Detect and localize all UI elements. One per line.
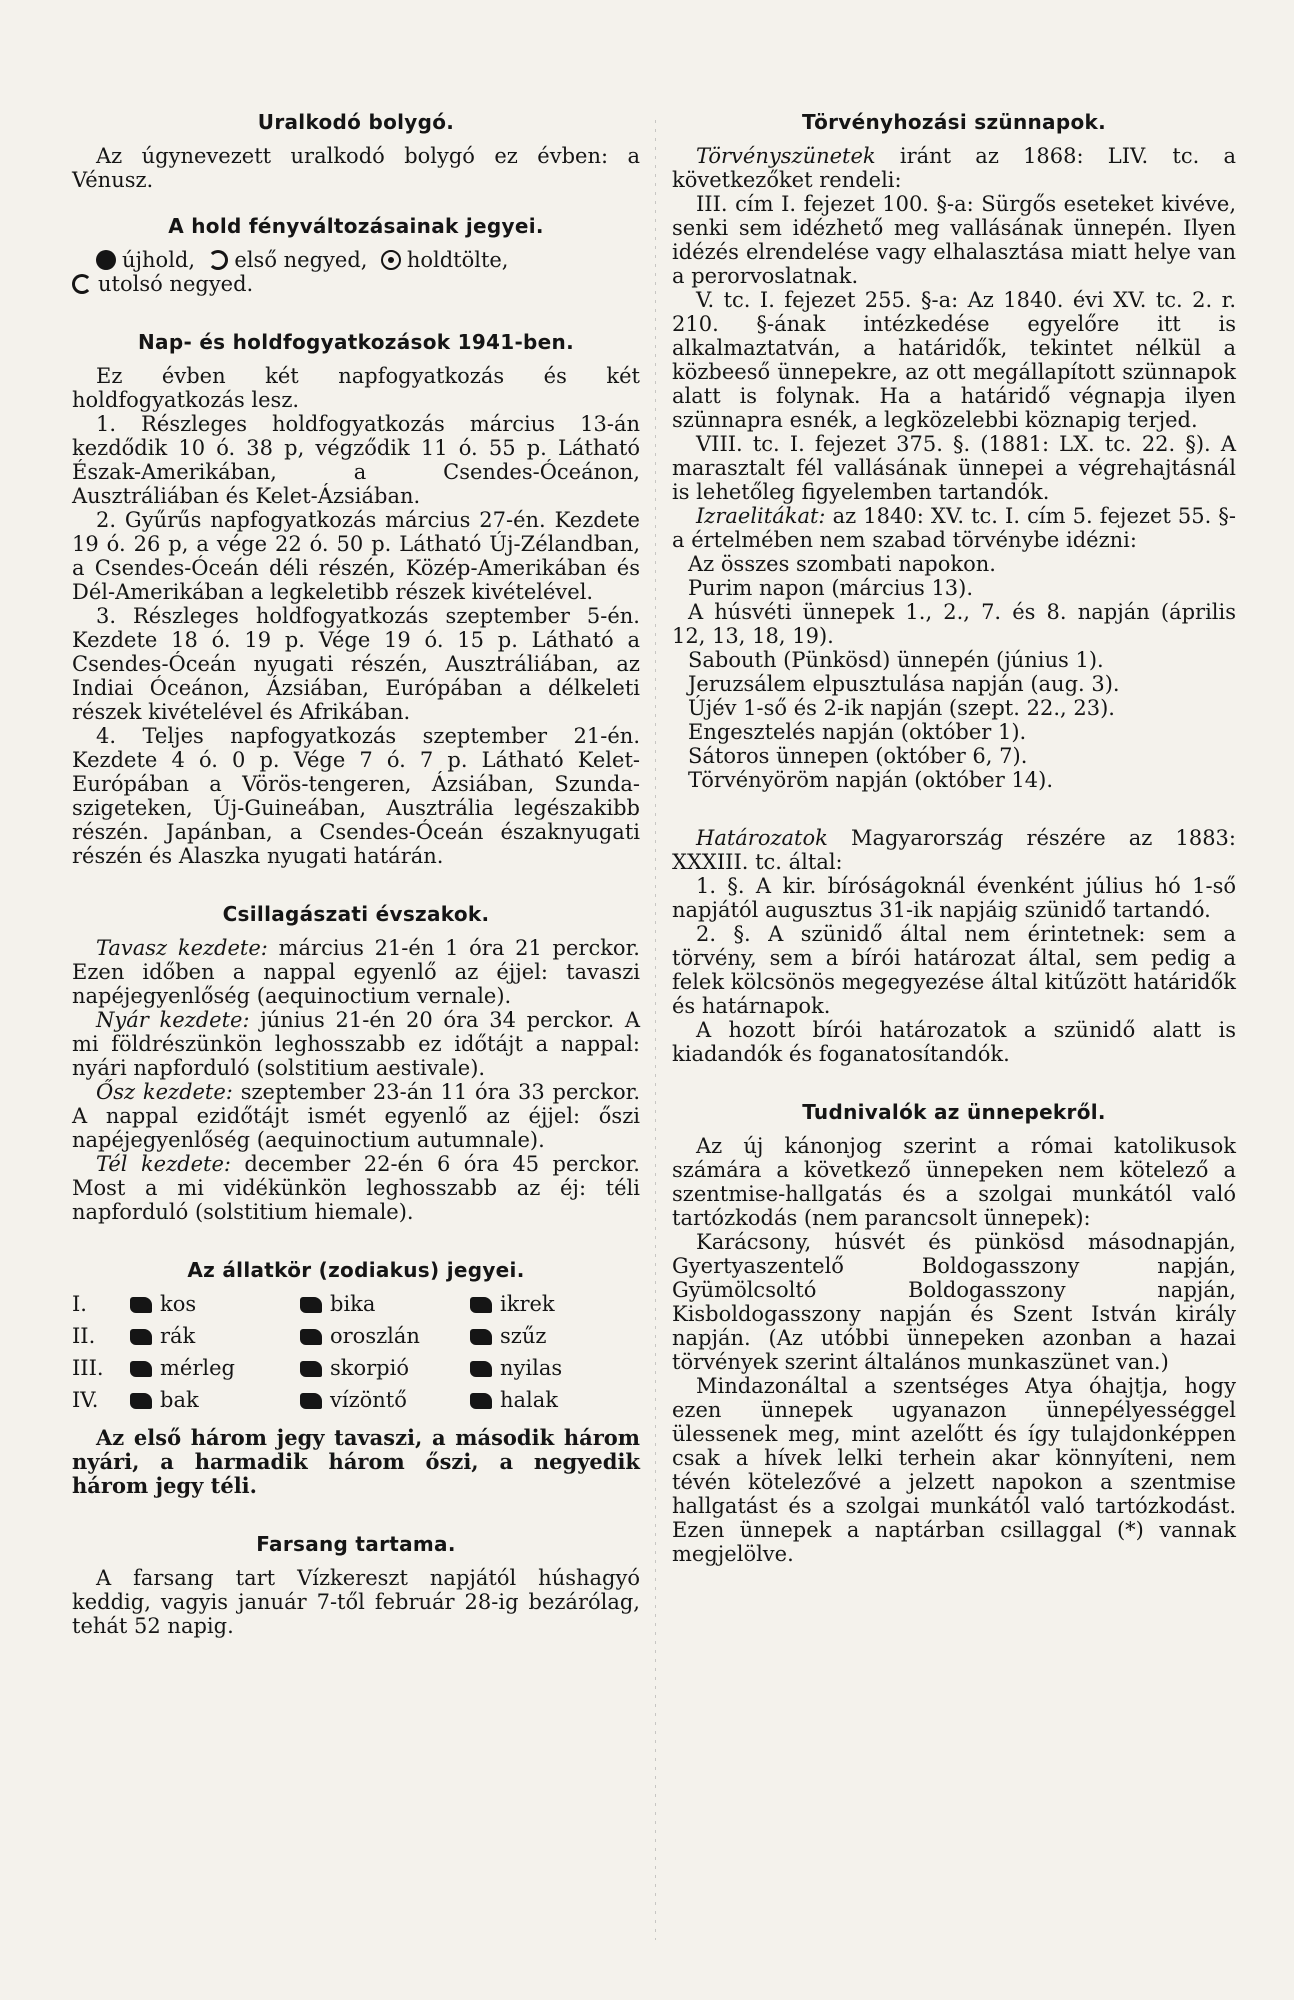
- sign-label: oroszlán: [330, 1324, 420, 1348]
- paragraph: A hozott bírói határozatok a szünidő alatt is kiadandók és foganatosítandók.: [672, 1018, 1236, 1066]
- seasons-section: [72, 902, 640, 1224]
- paragraph: V. tc. I. fejezet 255. §-a: Az 1840. évi XV. tc. 2. r. 210. §-ának intézkedése egyelőre itt is alkalmaztatván, a határidők, tekintet nélkül a közbeeső ünnepekre, az ott megállapított szünnapok alatt is folynak. Ha a határidő végnapja ilyen szünnapra esnék, a legközelebbi köznapig terjed.: [672, 288, 1236, 432]
- virgin-icon: [470, 1329, 492, 1345]
- paragraph: Karácsony, húsvét és pünkösd másodnapján, Gyertyaszentelő Boldogasszony napján, Gyümölcsoltó Boldogasszony napján, Kisboldogasszony napján és Szent István király napján. (Az utóbbi ünnepeken azonban a hazai törvények szerint általános munkaszünet van.): [672, 1230, 1236, 1374]
- paragraph: Ez évben két napfogyatkozás és két holdfogyatkozás lesz.: [72, 364, 640, 412]
- section-title: Csillagászati évszakok.: [222, 902, 490, 926]
- paragraph: Mindazonáltal a szentséges Atya óhajtja, hogy ezen ünnepek ugyanazon ünnepélyességgel ülessenek meg, mint azelőtt és így tulajdonképpen csak a hívek lelki terhein akar könnyíteni, nem tévén kötelezővé a jelzett napokon a szentmise hallgatást és a szolgai munkától való tartózkodást. Ezen ünnepek a naptárban csillaggal (*) vannak megjelölve.: [672, 1374, 1236, 1566]
- list-item: A húsvéti ünnepek 1., 2., 7. és 8. napján (április 12, 13, 18, 19).: [672, 600, 1236, 648]
- paragraph: Az első három jegy tavaszi, a második három nyári, a harmadik három őszi, a negyedik három jegy téli.: [72, 1425, 640, 1498]
- last-quarter-icon: [72, 274, 92, 294]
- paragraph: A farsang tart Vízkereszt napjától húshagyó keddig, vagyis január 7-től február 28-ig bezárólag, tehát 52 napig.: [72, 1566, 640, 1638]
- zodiac-sign: [300, 1324, 470, 1348]
- list-item: Sabouth (Pünkösd) ünnepén (június 1).: [688, 648, 1104, 672]
- paragraph: 2. Gyűrűs napfogyatkozás március 27-én. Kezdete 19 ó. 26 p, a vége 22 ó. 50 p. Látható Új-Zélandban, a Csendes-Óceán déli részén, Közép-Amerikában és Dél-Amerikában a legkeletibb részek kivételével.: [72, 508, 640, 604]
- zodiac-sign: [470, 1292, 640, 1316]
- section-title: Nap- és holdfogyatkozások 1941-ben.: [138, 330, 574, 354]
- section-title: Törvényhozási szünnapok.: [802, 110, 1106, 134]
- season-text: december 22-én 6 óra 45 perckor. Most a mi vidékünkön leghosszabb az éj: téli napforduló (solstitium hiemale).: [72, 1152, 640, 1224]
- moon-phases-line: [72, 248, 640, 272]
- list-item: Sátoros ünnepen (október 6, 7).: [688, 744, 1028, 768]
- sign-label: szűz: [500, 1324, 547, 1348]
- row-number: II.: [72, 1324, 96, 1348]
- archer-icon: [470, 1361, 492, 1377]
- bull-icon: [300, 1297, 322, 1313]
- sign-label: nyilas: [500, 1356, 563, 1380]
- phase-label: utolsó negyed.: [98, 272, 254, 296]
- zodiac-sign: [300, 1388, 470, 1412]
- phase-label: holdtölte,: [406, 248, 509, 272]
- eclipses-section: [72, 330, 640, 868]
- left-column: [72, 110, 640, 1672]
- paragraph-text: az 1840: XV. tc. I. cím 5. fejezet 55. §-a értelmében nem szabad törvénybe idézni:: [672, 504, 1236, 552]
- sign-label: bika: [330, 1292, 376, 1316]
- zodiac-table: [72, 1292, 640, 1412]
- season-label: Nyár kezdete:: [96, 1008, 250, 1032]
- ruling-planet-section: [72, 110, 640, 192]
- lion-icon: [300, 1329, 322, 1345]
- zodiac-section: [72, 1258, 640, 1498]
- paragraph: Az új kánonjog szerint a római katolikusok számára a következő ünnepeken nem kötelező a szentmise-hallgatás és a szolgai munkától való tartózkodás (nem parancsolt ünnepek):: [672, 1134, 1236, 1230]
- list-item: Purim napon (március 13).: [688, 576, 974, 600]
- holiday-notes-section: [672, 1100, 1236, 1566]
- section-title: Az állatkör (zodiakus) jegyei.: [187, 1258, 525, 1282]
- paragraph: [672, 826, 1236, 874]
- zodiac-sign: [470, 1388, 640, 1412]
- zodiac-sign: [300, 1356, 470, 1380]
- sign-label: mérleg: [160, 1356, 235, 1380]
- row-number: I.: [72, 1292, 87, 1316]
- season-text: szeptember 23-án 11 óra 33 perckor. A nappal ezidőtájt ismét egyenlő az éjjel: őszi napéjegyenlőség (aequinoctium autumnale).: [72, 1080, 640, 1152]
- sign-label: bak: [160, 1388, 199, 1412]
- column-divider: [655, 120, 656, 1940]
- zodiac-sign: [470, 1356, 640, 1380]
- row-number: IV.: [72, 1388, 99, 1412]
- season-text: március 21-én 1 óra 21 perckor. Ezen időben a nappal egyenlő az éjjel: tavaszi napéjegyenlőség (aequinoctium vernale).: [72, 936, 640, 1008]
- full-moon-icon: [381, 250, 401, 270]
- right-column: [672, 110, 1236, 1600]
- paragraph: [672, 144, 1236, 192]
- twins-icon: [470, 1297, 492, 1313]
- phase-label: újhold,: [122, 248, 196, 272]
- season-label: Tél kezdete:: [96, 1152, 231, 1176]
- sign-label: ikrek: [500, 1292, 555, 1316]
- row-number: III.: [72, 1356, 104, 1380]
- moon-phases-line: [72, 272, 640, 296]
- israelite-holiday-list: [672, 552, 1236, 792]
- sign-label: skorpió: [330, 1356, 409, 1380]
- section-title: Uralkodó bolygó.: [257, 110, 455, 134]
- sign-label: halak: [500, 1388, 559, 1412]
- sign-label: rák: [160, 1324, 196, 1348]
- sign-label: vízöntő: [330, 1388, 407, 1412]
- section-title: A hold fényváltozásainak jegyei.: [168, 214, 544, 238]
- emphasis: Izraelitákat:: [696, 504, 826, 528]
- paragraph: [72, 1008, 640, 1080]
- court-resolutions-section: [672, 826, 1236, 1066]
- paragraph: [672, 504, 1236, 552]
- list-item: Engesztelés napján (október 1).: [688, 720, 1027, 744]
- moon-phases-section: [72, 214, 640, 296]
- carnival-section: [72, 1532, 640, 1638]
- section-title: Tudnivalók az ünnepekről.: [802, 1100, 1106, 1124]
- paragraph-text: iránt az 1868: LIV. tc. a következőket rendeli:: [672, 144, 1236, 192]
- zodiac-sign: [130, 1388, 300, 1412]
- list-item: Újév 1-ső és 2-ik napján (szept. 22., 23).: [688, 696, 1115, 720]
- paragraph: 1. §. A kir. bíróságoknál évenként július hó 1-ső napjától augusztus 31-ik napjáig szünidő tartandó.: [672, 874, 1236, 922]
- paragraph: 4. Teljes napfogyatkozás szeptember 21-én. Kezdete 4 ó. 0 p. Vége 7 ó. 7 p. Látható Kelet-Európában a Vörös-tengeren, Ázsiában, Szunda-szigeteken, Új-Guineában, Ausztrália legészakibb részén. Japánban, a Csendes-Óceán északnyugati részén és Alaszka nyugati határán.: [72, 724, 640, 868]
- paragraph: [72, 1080, 640, 1152]
- list-item: Az összes szombati napokon.: [688, 552, 996, 576]
- zodiac-sign: [300, 1292, 470, 1316]
- first-quarter-icon: [208, 250, 228, 270]
- zodiac-sign: [130, 1356, 300, 1380]
- scorpion-icon: [300, 1361, 322, 1377]
- scales-icon: [130, 1361, 152, 1377]
- season-label: Tavasz kezdete:: [96, 936, 268, 960]
- paragraph: [72, 936, 640, 1008]
- crab-icon: [130, 1329, 152, 1345]
- emphasis: Határozatok: [696, 826, 828, 850]
- paragraph: 2. §. A szünidő által nem érintetnek: sem a törvény, sem a bírói határozat által, sem pedig a felek kölcsönös megegyezése által kitűzött határidők és határnapok.: [672, 922, 1236, 1018]
- legal-holidays-section: [672, 110, 1236, 792]
- ram-icon: [130, 1297, 152, 1313]
- list-item: Jeruzsálem elpusztulása napján (aug. 3).: [688, 672, 1120, 696]
- paragraph: Az úgynevezett uralkodó bolygó ez évben: a Vénusz.: [72, 144, 640, 192]
- paragraph: III. cím I. fejezet 100. §-a: Sürgős eseteket kivéve, senki sem idézhető meg vallásának ünnepén. Ilyen idézés elrendelése vagy elhalasztása miatt helye van a perorvoslatnak.: [672, 192, 1236, 288]
- season-label: Ősz kezdete:: [96, 1080, 233, 1104]
- season-text: június 21-én 20 óra 34 perckor. A mi földrészünkön leghosszabb ez időtájt a nappal: nyári napforduló (solstitium aestivale).: [72, 1008, 640, 1080]
- water-bearer-icon: [300, 1393, 322, 1409]
- paragraph-text: Magyarország részére az 1883: XXXIII. tc. által:: [672, 826, 1236, 874]
- goat-icon: [130, 1393, 152, 1409]
- sign-label: kos: [160, 1292, 197, 1316]
- phase-label: első negyed,: [234, 248, 368, 272]
- paragraph: 3. Részleges holdfogyatkozás szeptember 5-én. Kezdete 18 ó. 19 p. Vége 19 ó. 15 p. Látható a Csendes-Óceán nyugati részén, Ausztráliában, az Indiai Óceánon, Ázsiában, Európában a délkeleti részek kivételével és Afrikában.: [72, 604, 640, 724]
- paragraph: VIII. tc. I. fejezet 375. §. (1881: LX. tc. 22. §). A marasztalt fél vallásának ünnepei a végrehajtásnál is lehetőleg figyelemben tartandók.: [672, 432, 1236, 504]
- paragraph: [72, 1152, 640, 1224]
- list-item: Törvényöröm napján (október 14).: [688, 768, 1054, 792]
- paragraph: 1. Részleges holdfogyatkozás március 13-án kezdődik 10 ó. 38 p, végződik 11 ó. 55 p. Látható Észak-Amerikában, a Csendes-Óceánon, Ausztráliában és Kelet-Ázsiában.: [72, 412, 640, 508]
- fish-icon: [470, 1393, 492, 1409]
- emphasis: Törvényszünetek: [696, 144, 876, 168]
- zodiac-sign: [470, 1324, 640, 1348]
- zodiac-sign: [130, 1292, 300, 1316]
- zodiac-sign: [130, 1324, 300, 1348]
- section-title: Farsang tartama.: [256, 1532, 456, 1556]
- new-moon-icon: [96, 250, 116, 270]
